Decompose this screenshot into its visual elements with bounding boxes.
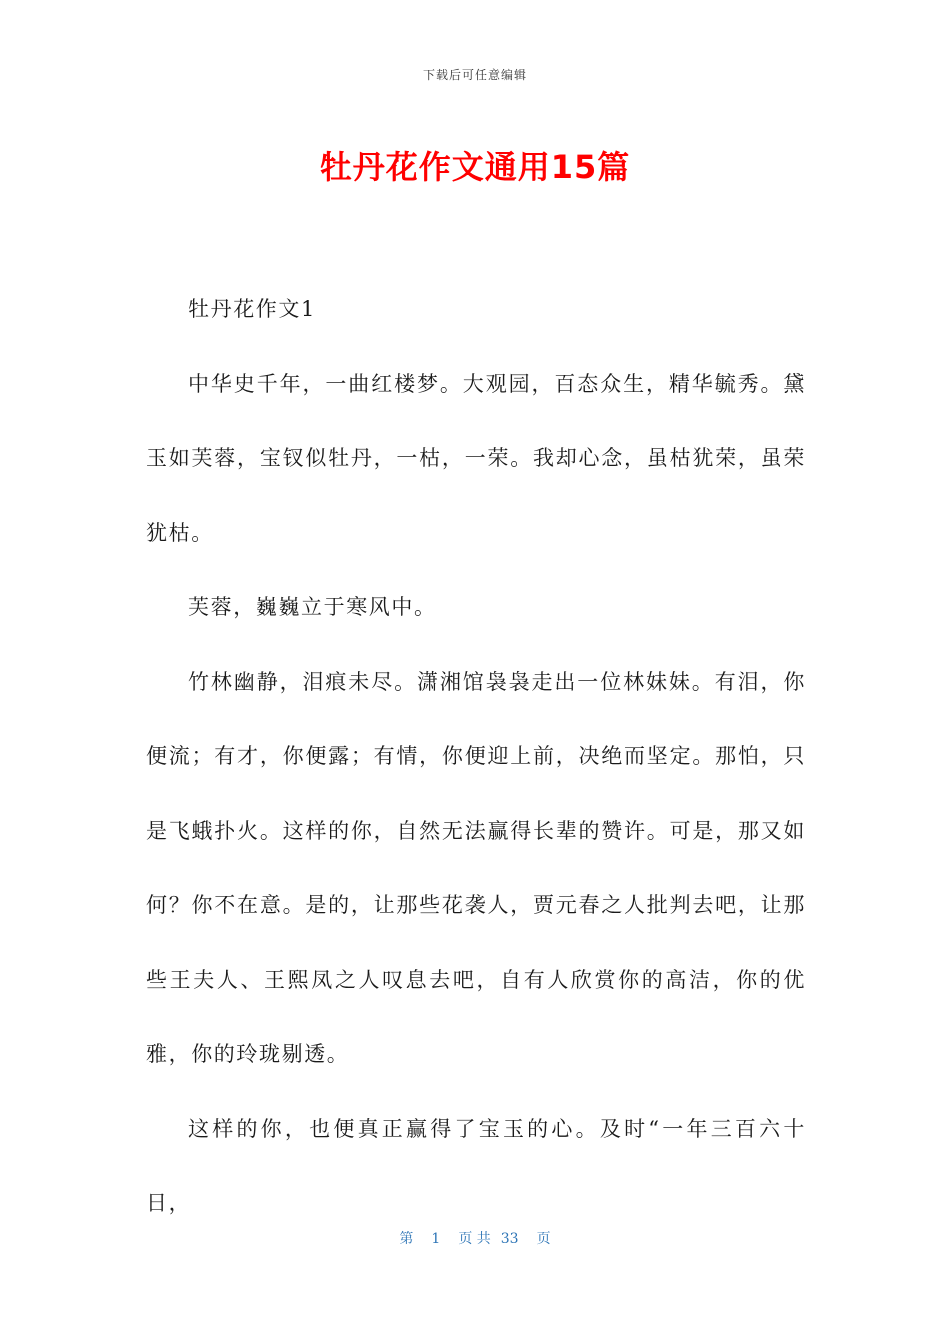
paragraph: 芙蓉，巍巍立于寒风中。	[188, 595, 437, 619]
footer-current-page: 1	[431, 1231, 441, 1247]
paragraph: 这样的你，也便真正赢得了宝玉的心。及时“一年三百六十日，	[146, 1116, 806, 1215]
section-heading: 牡丹花作文1	[188, 297, 316, 321]
footer-of-label: 页 共	[458, 1231, 491, 1247]
paragraph: 竹林幽静，泪痕未尽。潇湘馆袅袅走出一位林妹妹。有泪，你便流；有才，你便露；有情，你便迎上前，决绝而坚定。那怕，只是飞蛾扑火。这样的你，自然无法赢得长辈的赞许。可是，那又如何？你不在意。是的，让那些花袭人，贾元春之人批判去吧，让那些王夫人、王熙凤之人叹息去吧，自有人欣赏你的高洁，你的优雅，你的玲珑剔透。	[146, 669, 806, 1066]
paragraph: 中华史千年，一曲红楼梦。大观园，百态众生，精华毓秀。黛玉如芙蓉，宝钗似牡丹，一枯，一荣。我却心念，虽枯犹荣，虽荣犹枯。	[146, 371, 806, 545]
document-body	[146, 272, 806, 1241]
footer-end-label: 页	[536, 1231, 551, 1247]
document-title: 牡丹花作文通用15篇	[319, 148, 631, 186]
header-note: 下载后可任意编辑	[422, 68, 527, 82]
footer-page-label: 第	[399, 1231, 414, 1247]
footer-total-pages: 33	[500, 1231, 519, 1247]
page-footer	[0, 1228, 950, 1248]
